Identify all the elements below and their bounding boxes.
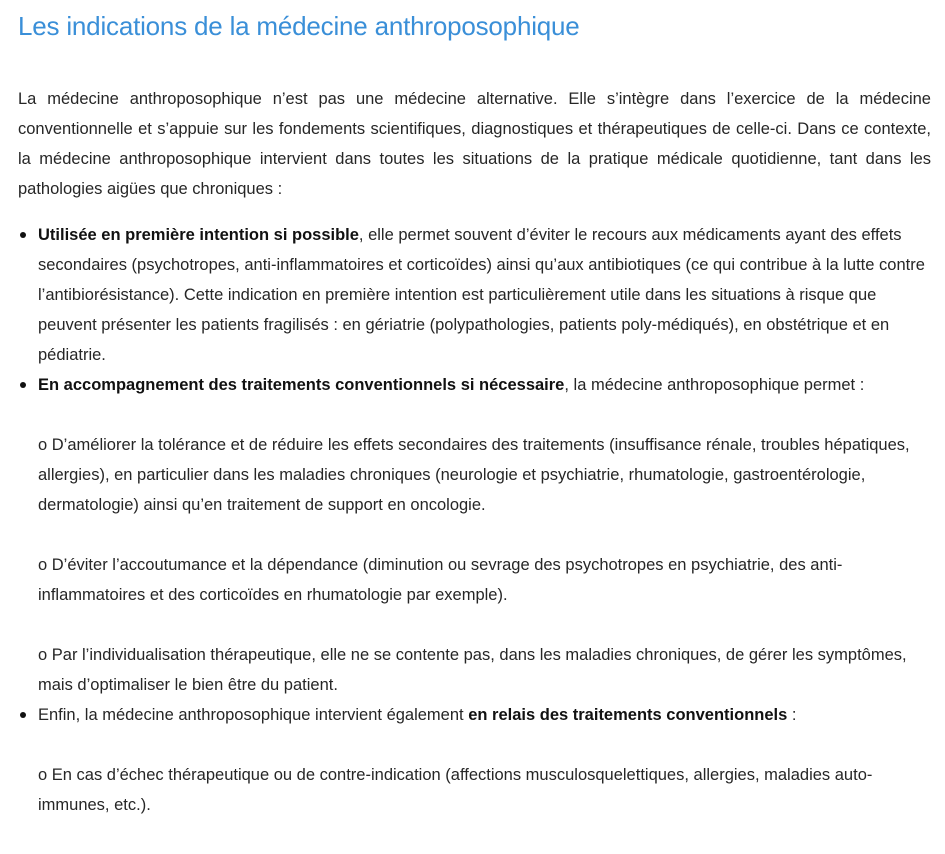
sub-item-tolerance: o D’améliorer la tolérance et de réduire les effets secondaires des traitements (insuffisance rénale, troubles hépatiques, allergies), en particulier dans les maladies chroniques (neurologie et psychiatrie, rhumatologie, gastroentérologie, dermatologie) ainsi qu’en traitement de support en oncologie.	[38, 436, 910, 514]
item-bold-text: en relais des traitements conventionnels	[468, 706, 788, 724]
item-pre-text: Enfin, la médecine anthroposophique intervient également	[38, 706, 469, 724]
bullet-icon	[20, 712, 26, 718]
list-item-first-intention	[18, 220, 931, 370]
item-text: :	[787, 706, 797, 724]
item-bold-text: Utilisée en première intention si possible	[38, 226, 359, 244]
sub-item-failure: o En cas d’échec thérapeutique ou de contre-indication (affections musculosquelettiques, allergies, maladies auto-immunes, etc.).	[38, 766, 873, 814]
sub-item-individualisation: o Par l’individualisation thérapeutique, elle ne se contente pas, dans les maladies chroniques, de gérer les symptômes, mais d’optimaliser le bien être du patient.	[38, 646, 907, 694]
indications-list	[18, 220, 931, 820]
list-item-relay	[18, 700, 931, 820]
intro-paragraph: La médecine anthroposophique n’est pas une médecine alternative. Elle s’intègre dans l’exercice de la médecine conventionnelle et s’appuie sur les fondements scientifiques, diagnostiques et thérapeutiques de celle-ci. Dans ce contexte, la médecine anthroposophique intervient dans toutes les situations de la pratique médicale quotidienne, tant dans les pathologies aigües que chroniques :	[18, 90, 931, 198]
item-bold-text: En accompagnement des traitements conventionnels si nécessaire	[38, 376, 565, 394]
sub-item-dependence: o D’éviter l’accoutumance et la dépendance (diminution ou sevrage des psychotropes en psychiatrie, des anti-inflammatoires et des corticoïdes en rhumatologie par exemple).	[38, 556, 843, 604]
item-text: , elle permet souvent d’éviter le recours aux médicaments ayant des effets secondaires (psychotropes, anti-inflammatoires et corticoïdes) ainsi qu’aux antibiotiques (ce qui contribue à la lutte contre l’antibiorésistance). Cette indication en première intention est particulièrement utile dans les situations à risque que peuvent présenter les patients fragilisés : en gériatrie (polypathologies, patients poly-médiqués), en obstétrique et en pédiatrie.	[38, 226, 925, 364]
page-title: Les indications de la médecine anthroposophique	[18, 11, 580, 41]
bullet-icon	[20, 232, 26, 238]
list-item-accompaniment	[18, 370, 931, 700]
bullet-icon	[20, 382, 26, 388]
item-text: , la médecine anthroposophique permet :	[564, 376, 865, 394]
